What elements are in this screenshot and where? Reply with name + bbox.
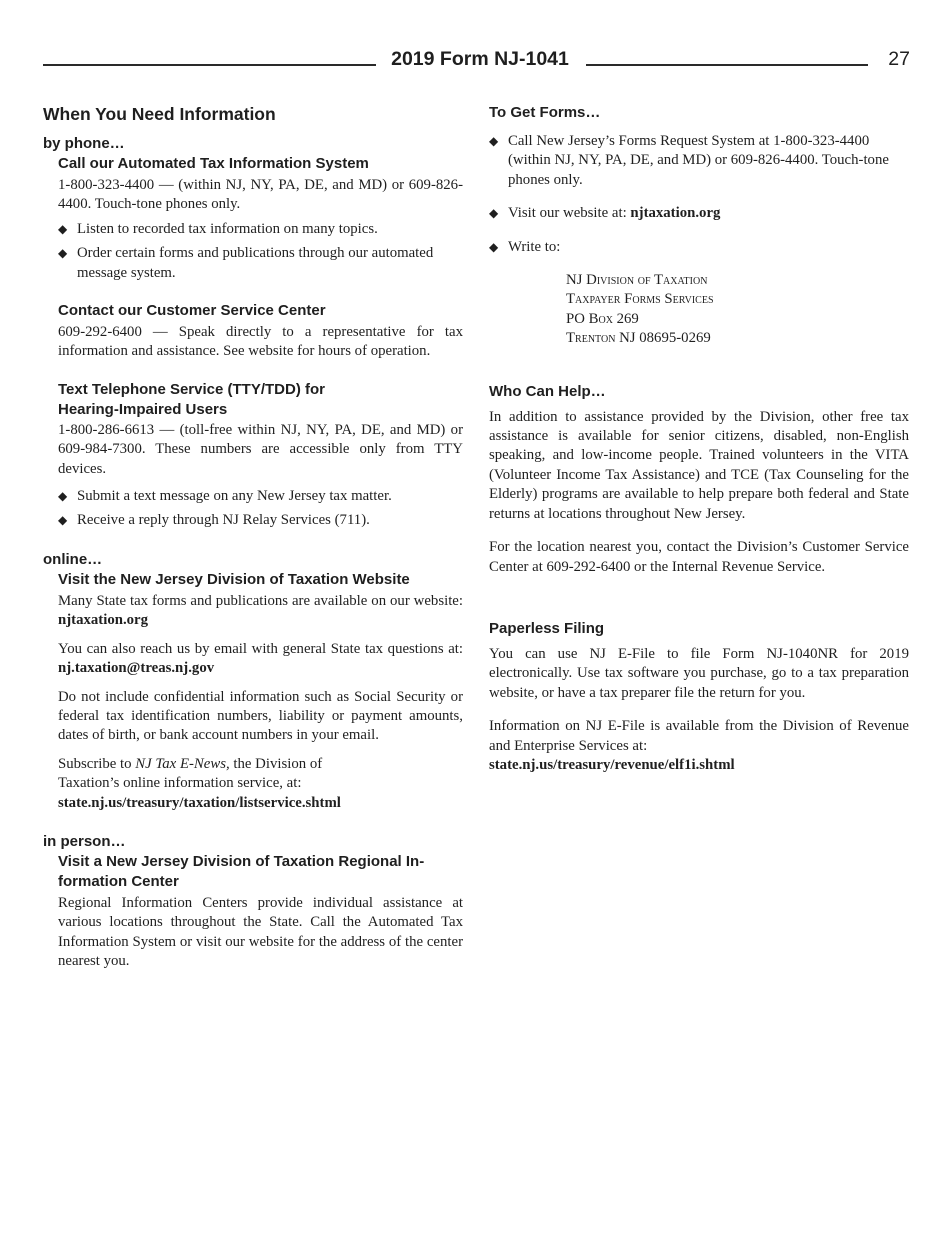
tty-heading-line1: Text Telephone Service (TTY/TDD) for [58, 380, 325, 398]
tty-section [43, 380, 463, 531]
tty-text: 1-800-286-6613 — (toll-free within NJ, NY, PA, DE, and MD) or 609-984-7300. These numbers are accessible only from TTY devices. [58, 421, 463, 477]
list-item: ◆ Visit our website at: njtaxation.org [489, 204, 909, 223]
list-item: ◆ Call New Jersey’s Forms Request System at 1-800-323-4400 (within NJ, NY, PA, DE, and MD) or 609-826-4400. Touch-tone phones only. [489, 133, 889, 188]
paperless-paragraph-1: You can use NJ E-File to file Form NJ-1040NR for 2019 electronically. Use tax software you purchase, go to a tax preparation website, or have a tax preparer file the return for you. [489, 645, 909, 701]
list-item: ◆ Receive a reply through NJ Relay Services (711). [58, 511, 463, 530]
header-rule-left [43, 64, 376, 66]
tty-bullets [58, 487, 463, 531]
regional-heading-line1: Visit a New Jersey Division of Taxation Regional In- [58, 852, 425, 870]
automated-bullets [58, 220, 463, 283]
list-item: ◆ Order certain forms and publications through our automated message system. [58, 245, 434, 281]
header-rule-right [586, 64, 868, 66]
diamond-bullet-icon: ◆ [489, 206, 499, 221]
website-section [43, 570, 463, 813]
diamond-bullet-icon: ◆ [58, 246, 68, 261]
website-heading: Visit the New Jersey Division of Taxation Website [58, 570, 410, 588]
right-column [489, 102, 909, 775]
regional-heading-line2: formation Center [58, 872, 179, 890]
page-number: 27 [888, 48, 910, 70]
njtaxation-link[interactable]: njtaxation.org [630, 205, 721, 222]
diamond-bullet-icon: ◆ [58, 221, 68, 236]
address-line: PO Box 269 [566, 310, 639, 327]
address-line: Trenton NJ 08695-0269 [566, 330, 711, 347]
customer-service-text: 609-292-6400 — Speak directly to a representative for tax information and assistance. See website for hours of operation. [58, 324, 463, 360]
list-item: ◆ Listen to recorded tax information on many topics. [58, 220, 463, 239]
website-paragraph-2: You can also reach us by email with general State tax questions at: nj.taxation@treas.nj.gov [58, 640, 463, 677]
regional-text: Regional Information Centers provide individual assistance at various locations throughout the State. Call the Automated Tax Information System or visit our website for the address of the center nearest you. [58, 894, 463, 970]
list-item: ◆ Submit a text message on any New Jersey tax matter. [58, 487, 463, 506]
list-item: ◆ Write to: [489, 238, 909, 257]
listservice-link[interactable]: state.nj.us/treasury/taxation/listservice.shtml [58, 794, 341, 811]
diamond-bullet-icon: ◆ [58, 489, 68, 504]
online-heading: online… [43, 550, 103, 568]
who-can-help-paragraph-1: In addition to assistance provided by the Division, other free tax assistance is available for senior citizens, disabled, non-English speaking, and low-income people. Trained volunteers in the VITA (Volunteer Income Tax Assistance) and TCE (Tax Counseling for the Elderly) programs are available to help prepare both federal and State returns at locations throughout New Jersey. [489, 408, 909, 522]
automated-heading: Call our Automated Tax Information System [58, 155, 369, 172]
njtaxation-link[interactable]: njtaxation.org [58, 612, 149, 629]
tty-heading-line2: Hearing-Impaired Users [58, 400, 228, 418]
automated-section [43, 154, 463, 283]
automated-text: 1-800-323-4400 — (within NJ, NY, PA, DE, and MD) or 609-826-4400. Touch-tone phones only. [58, 177, 463, 213]
website-paragraph-3: Do not include confidential information such as Social Security or federal tax identification numbers, liability or payment amounts, dates of birth, or bank account numbers in your email. [58, 688, 463, 744]
email-link[interactable]: nj.taxation@treas.nj.gov [58, 660, 215, 677]
address-line: NJ Division of Taxation [566, 272, 708, 289]
form-title: 2019 Form NJ-1041 [391, 48, 569, 70]
diamond-bullet-icon: ◆ [489, 239, 499, 254]
mailing-address [489, 271, 909, 349]
left-column [43, 102, 463, 972]
efile-link[interactable]: state.nj.us/treasury/revenue/elf1i.shtml [489, 756, 735, 773]
main-heading: When You Need Information [43, 104, 276, 124]
tax-enews-title: NJ Tax E-News, [135, 755, 230, 772]
website-paragraph-1: Many State tax forms and publications are available on our website: njtaxation.org [58, 592, 463, 629]
regional-section [43, 852, 463, 972]
paperless-filing-heading: Paperless Filing [489, 619, 605, 637]
website-paragraph-4: Subscribe to NJ Tax E-News, the Division of Taxation’s online information service, at: state.nj.us/treasury/taxation/listservice.shtml [58, 755, 341, 811]
who-can-help-heading: Who Can Help… [489, 382, 606, 400]
get-forms-bullets [489, 132, 909, 257]
address-line: Taxpayer Forms Services [566, 291, 714, 308]
paperless-paragraph-2: Information on NJ E-File is available from the Division of Revenue and Enterprise Services at: state.nj.us/treasury/revenue/elf1i.shtml [489, 718, 909, 773]
customer-service-section [43, 301, 463, 362]
who-can-help-paragraph-2: For the location nearest you, contact the Division’s Customer Service Center at 609-292-6400 or the Internal Revenue Service. [489, 539, 909, 575]
get-forms-heading: To Get Forms… [489, 104, 601, 121]
by-phone-heading: by phone… [43, 135, 125, 152]
customer-service-heading: Contact our Customer Service Center [58, 302, 326, 320]
in-person-heading: in person… [43, 832, 126, 850]
diamond-bullet-icon: ◆ [489, 134, 499, 148]
diamond-bullet-icon: ◆ [58, 513, 68, 528]
